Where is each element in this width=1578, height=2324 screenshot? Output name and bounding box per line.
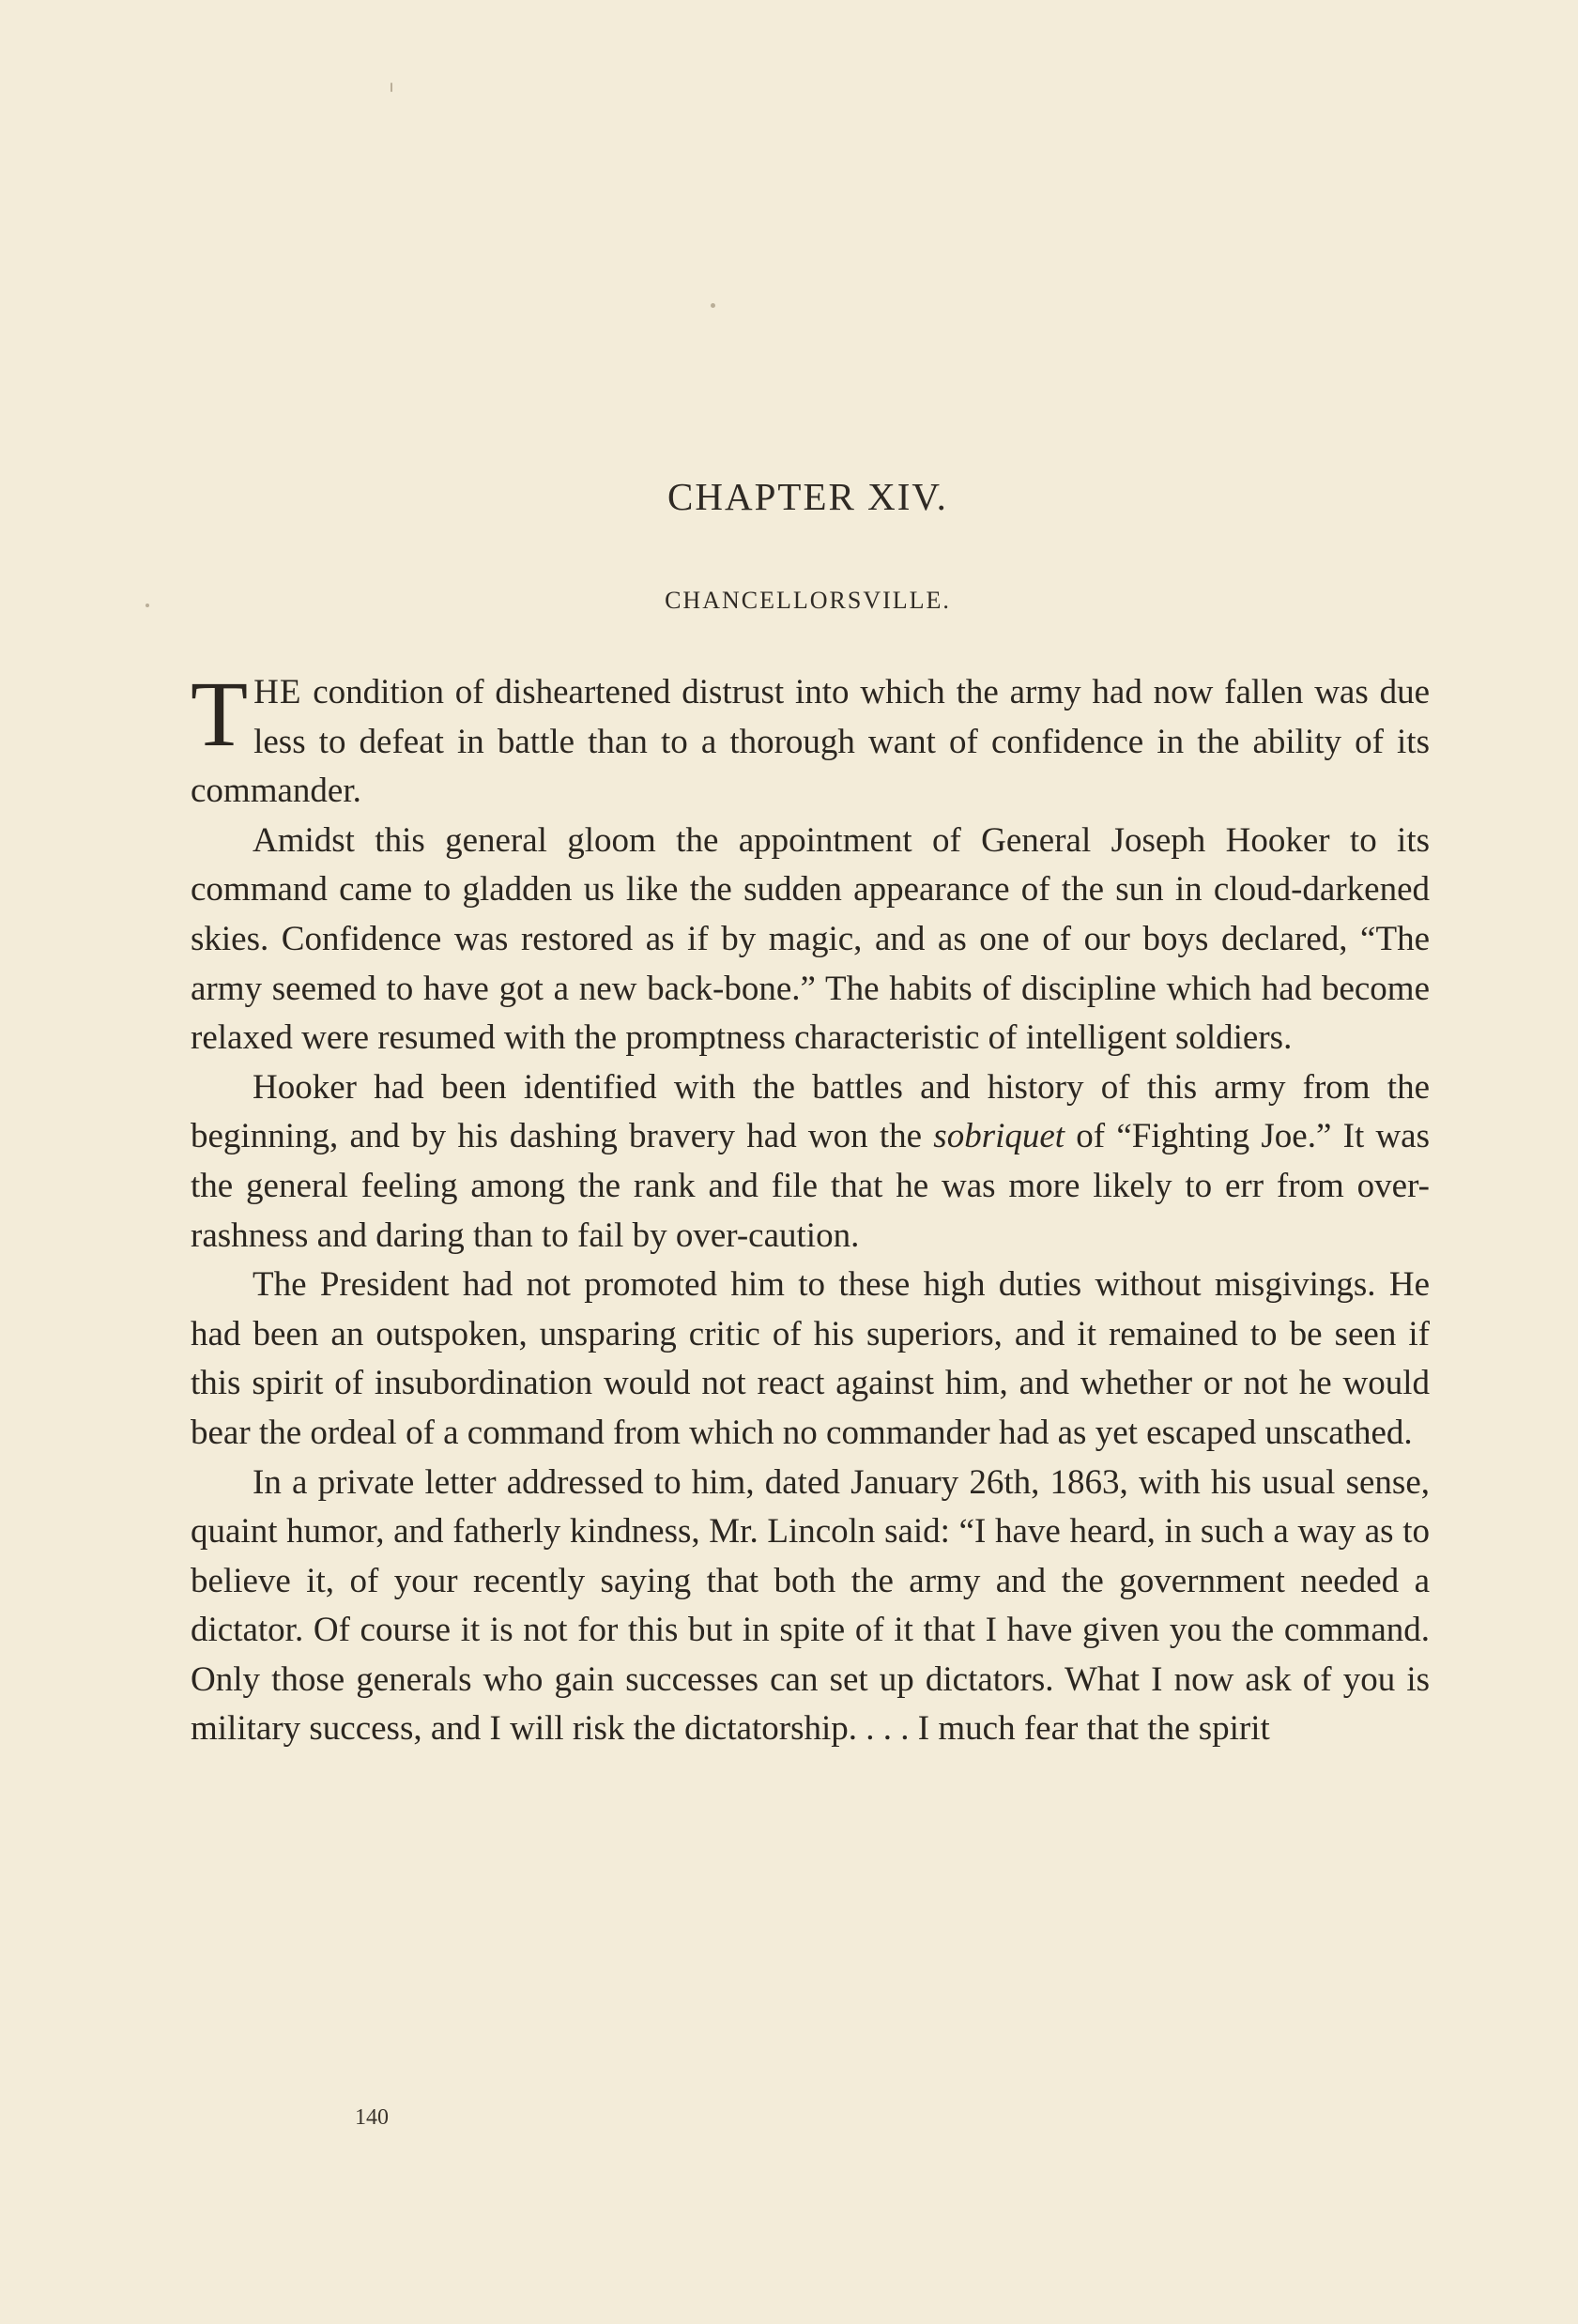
- chapter-title: CHAPTER XIV.: [667, 475, 948, 518]
- paper-speck: [711, 303, 715, 308]
- paragraph-3-text-before: Hooker had been identified with the battles and history of this army from the beginning, and by his dashing bravery had won the: [191, 1067, 1430, 1156]
- drop-cap: T: [191, 662, 249, 766]
- paragraph-3: [191, 1063, 1430, 1261]
- paragraph-1: [191, 662, 1430, 817]
- body-text: [191, 662, 1430, 1754]
- paragraph-5: In a private letter addressed to him, dated January 26th, 1863, with his usual sense, quaint humor, and fatherly kindness, Mr. Lincoln said: “I have heard, in such a way as to believe it, of your recently saying that both the army and the government needed a dictator. Of course it is not for this but in spite of it that I have given you the command. Only those generals who gain successes can set up dictators. What I now ask of you is military success, and I will risk the dictatorship. . . . I much fear that the spirit: [191, 1462, 1430, 1749]
- paragraph-3-text-after: of “Fighting Joe.” It was the general feeling among the rank and file that he was more likely to err from over-rashness and daring than to fail by over-caution.: [191, 1117, 1430, 1255]
- paragraph-2: Amidst this general gloom the appointment of General Joseph Hooker to its command came to gladden us like the sudden appearance of the sun in cloud-darkened skies. Confidence was restored as if by magic, and as one of our boys declared, “The army seemed to have got a new back-bone.” The habits of discipline which had become relaxed were resumed with the promptness characteristic of intelligent soldiers.: [191, 820, 1430, 1058]
- paragraph-4: The President had not promoted him to these high duties without misgivings. He had been an outspoken, unsparing critic of his superiors, and it remained to be seen if this spirit of insubordination would not react against him, and whether or not he would bear the ordeal of a command from which no commander had as yet escaped unscathed.: [191, 1265, 1430, 1452]
- paragraph-3-italic: sobriquet: [933, 1117, 1065, 1156]
- paragraph-lead-letters: HE: [253, 673, 302, 711]
- page-number: 140: [355, 2105, 389, 2130]
- paragraph-1-text: condition of disheartened distrust into which the army had now fallen was due less to defeat in battle than to a thorough want of confidence in the ability of its commander.: [191, 673, 1430, 811]
- chapter-subtitle: CHANCELLORSVILLE.: [665, 587, 951, 614]
- paper-speck: [391, 83, 392, 92]
